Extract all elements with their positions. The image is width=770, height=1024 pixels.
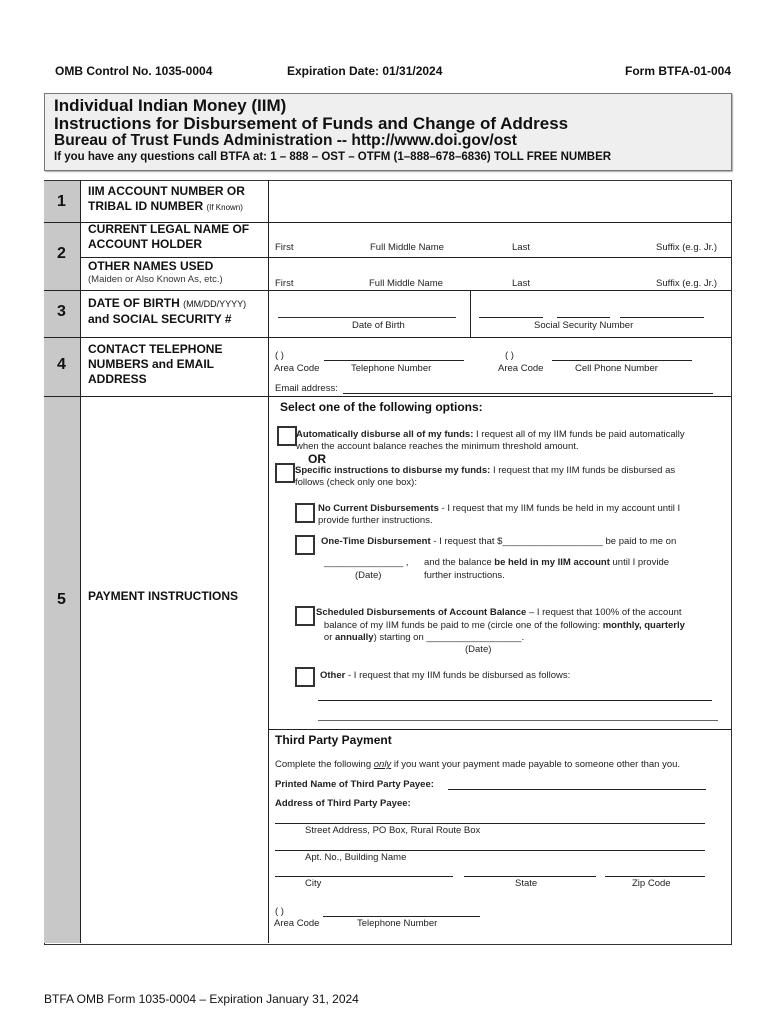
s4-label: CONTACT TELEPHONE NUMBERS and EMAIL ADDRESS — [88, 342, 223, 386]
suffix-label: Suffix (e.g. Jr.) — [656, 278, 718, 289]
telephone-label: Telephone Number — [351, 363, 432, 374]
other-checkbox[interactable] — [295, 667, 315, 687]
section-number-3: 3 — [57, 303, 66, 320]
one-time-balance-text: and the balance be held in my IIM account until I provide further instructions. — [424, 557, 670, 581]
middle-label: Full Middle Name — [369, 278, 443, 289]
state-label: State — [515, 878, 538, 889]
city-field[interactable] — [275, 876, 453, 877]
cell-label: Cell Phone Number — [575, 363, 658, 374]
printed-name-label: Printed Name of Third Party Payee: — [275, 779, 434, 790]
other-names-note: (Maiden or Also Known As, etc.) — [88, 274, 223, 285]
title-box — [44, 93, 732, 171]
section-number-5: 5 — [57, 591, 66, 608]
select-heading: Select one of the following options: — [280, 400, 483, 414]
area-code-parens[interactable]: ( ) — [275, 350, 284, 361]
suffix-label: Suffix (e.g. Jr.) — [656, 242, 718, 253]
section-number-2: 2 — [57, 245, 66, 262]
s3-label: DATE OF BIRTH (MM/DD/YYYY) and SOCIAL SECURITY # — [88, 296, 247, 326]
title-line-4: If you have any questions call BTFA at: 1 – 888 – OST – OTFM (1–888–678–6836) TOLL FREE NUMBER — [54, 151, 612, 163]
one-time-date-field[interactable]: _______________ , — [324, 557, 409, 568]
no-disbursement-text: No Current Disbursements - I request that my IIM funds be held in my account until I provide further instructions. — [318, 503, 681, 526]
footer-text: BTFA OMB Form 1035-0004 – Expiration January 31, 2024 — [44, 992, 359, 1006]
specific-instructions-text: Specific instructions to disburse my funds: I request that my IIM funds be disbursed as follows (check only one box): — [295, 465, 676, 488]
middle-label: Full Middle Name — [370, 242, 444, 253]
ssn-label: Social Security Number — [534, 320, 634, 331]
account-number-field[interactable] — [270, 182, 728, 220]
title-line-2: Instructions for Disbursement of Funds and Change of Address — [54, 114, 569, 133]
last-label: Last — [512, 278, 530, 289]
address-label: Address of Third Party Payee: — [275, 798, 411, 809]
scheduled-date-label: (Date) — [465, 644, 492, 655]
specific-instructions-checkbox[interactable] — [275, 463, 295, 483]
auto-disburse-checkbox[interactable] — [277, 426, 297, 446]
title-line-3: Bureau of Trust Funds Administration -- http://www.doi.gov/ost — [54, 132, 517, 149]
number-column — [44, 181, 80, 943]
scheduled-checkbox[interactable] — [295, 606, 315, 626]
title-line-1: Individual Indian Money (IIM) — [54, 96, 287, 115]
other-line-1[interactable] — [318, 700, 712, 701]
third-area-code-label: Area Code — [274, 918, 320, 929]
zip-field[interactable] — [605, 876, 705, 877]
last-label: Last — [512, 242, 530, 253]
apt-field[interactable] — [275, 850, 705, 851]
street-field[interactable] — [275, 823, 705, 824]
state-field[interactable] — [464, 876, 596, 877]
third-telephone-field[interactable] — [323, 916, 480, 917]
email-field[interactable] — [343, 393, 713, 394]
first-label: First — [275, 242, 294, 253]
ssn-field-1[interactable] — [479, 317, 543, 318]
cell-field[interactable] — [552, 360, 692, 361]
s1-label: IIM ACCOUNT NUMBER OR TRIBAL ID NUMBER (If Known) — [88, 184, 245, 213]
form-id: Form BTFA-01-004 — [625, 64, 732, 78]
zip-label: Zip Code — [632, 878, 671, 889]
other-names-label: OTHER NAMES USED — [88, 259, 214, 273]
printed-name-field[interactable] — [448, 789, 706, 790]
apt-label: Apt. No., Building Name — [305, 852, 407, 863]
third-party-intro: Complete the following only if you want your payment made payable to someone other than you. — [275, 759, 681, 770]
other-line-2[interactable] — [318, 720, 718, 721]
omb-control-number: OMB Control No. 1035-0004 — [55, 64, 213, 78]
auto-disburse-text: Automatically disburse all of my funds: I request all of my IIM funds be paid automatically when the account balance reaches the minimum threshold amount. — [296, 429, 685, 452]
city-label: City — [305, 878, 322, 889]
section-number-4: 4 — [57, 356, 66, 373]
one-time-date-label: (Date) — [355, 570, 382, 581]
ssn-field-2[interactable] — [557, 317, 610, 318]
scheduled-text: Scheduled Disbursements of Account Balance – I request that 100% of the account balance of my IIM funds be paid to me (circle one of the following: monthly, quarterly or annually) starting on __________________. — [316, 607, 685, 643]
first-label: First — [275, 278, 294, 289]
expiration-date: Expiration Date: 01/31/2024 — [287, 64, 443, 78]
payment-instructions-label: PAYMENT INSTRUCTIONS — [88, 589, 239, 603]
section-number-1: 1 — [57, 193, 66, 210]
ssn-field-3[interactable] — [620, 317, 704, 318]
no-disbursement-checkbox[interactable] — [295, 503, 315, 523]
street-label: Street Address, PO Box, Rural Route Box — [305, 825, 481, 836]
one-time-text: One-Time Disbursement - I request that $___________________ be paid to me on — [321, 536, 677, 547]
third-telephone-label: Telephone Number — [357, 918, 438, 929]
or-label: OR — [308, 452, 326, 466]
area-code-label: Area Code — [274, 363, 320, 374]
dob-label: Date of Birth — [352, 320, 405, 331]
s2-label: CURRENT LEGAL NAME OF ACCOUNT HOLDER — [88, 222, 250, 251]
email-label: Email address: — [275, 383, 338, 394]
dob-field[interactable] — [278, 317, 456, 318]
third-party-title: Third Party Payment — [275, 733, 392, 747]
one-time-checkbox[interactable] — [295, 535, 315, 555]
telephone-field[interactable] — [324, 360, 464, 361]
cell-area-code-label: Area Code — [498, 363, 544, 374]
third-area-code-parens[interactable]: ( ) — [275, 906, 284, 917]
cell-area-code-parens[interactable]: ( ) — [505, 350, 514, 361]
other-text: Other - I request that my IIM funds be disbursed as follows: — [320, 670, 571, 681]
